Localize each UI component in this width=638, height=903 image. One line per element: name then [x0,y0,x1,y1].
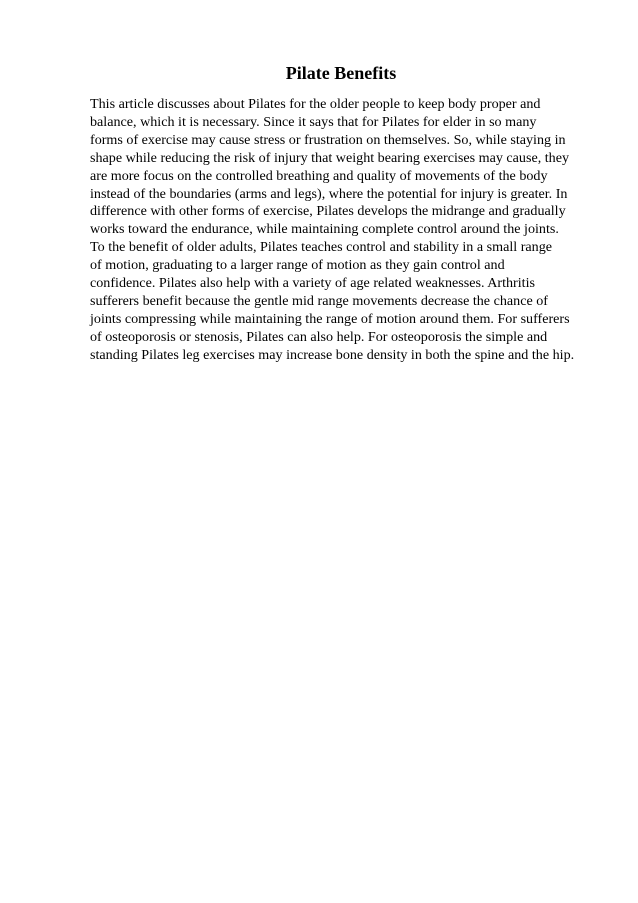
paragraph-line: forms of exercise may cause stress or frustration on themselves. So, while staying in [90,131,566,148]
paragraph-line: joints compressing while maintaining the range of motion around them. For sufferers [90,310,570,327]
paragraph-line: of motion, graduating to a larger range of motion as they gain control and [90,257,505,274]
paragraph-line: sufferers benefit because the gentle mid range movements decrease the chance of [90,292,548,309]
paragraph-line: shape while reducing the risk of injury that weight bearing exercises may cause, they [90,149,570,166]
paragraph-line: balance, which it is necessary. Since it says that for Pilates for elder in so many [90,113,537,130]
paragraph-line: of osteoporosis or stenosis, Pilates can also help. For osteoporosis the simple and [90,328,548,345]
paragraph-line: confidence. Pilates also help with a variety of age related weaknesses. Arthritis [90,275,535,292]
paragraph-line: difference with other forms of exercise, Pilates develops the midrange and gradually [90,203,566,220]
document-title: Pilate Benefits [285,63,397,83]
paragraph-line: are more focus on the controlled breathing and quality of movements of the body [90,167,548,184]
paragraph-line: standing Pilates leg exercises may increase bone density in both the spine and the hip. [90,346,575,363]
paragraph-line: To the benefit of older adults, Pilates teaches control and stability in a small range [90,239,553,256]
body-paragraph [90,96,610,365]
paragraph-line: works toward the endurance, while maintaining complete control around the joints. [90,221,559,238]
paragraph-line: instead of the boundaries (arms and legs), where the potential for injury is greater. In [90,185,568,202]
paragraph-line: This article discusses about Pilates for the older people to keep body proper and [90,96,541,112]
